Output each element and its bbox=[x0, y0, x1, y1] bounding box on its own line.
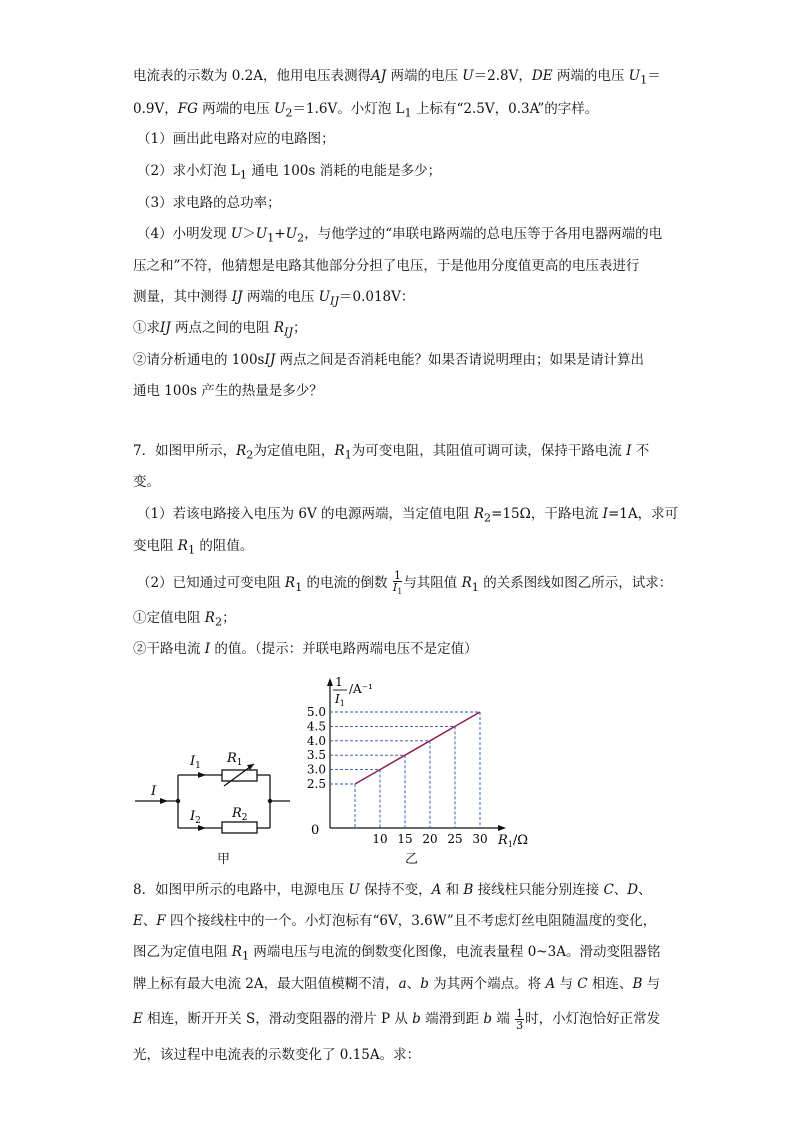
q6-sub-4c: 测量，其中测得 IJ 两端的电压 $U_{IJ}=0.018V$： bbox=[133, 289, 415, 308]
q7-line-5: （2）已知通过可变电阻 $R_1$ 的电流的倒数 $\frac{1}{I_1}$ 与其阻值 $R_1$ 的关系图线如图乙所示，试求： bbox=[137, 569, 673, 597]
q6-circle-2b: 通电 100s 产生的热量是多少？ bbox=[133, 383, 323, 399]
x-label: $R_1/\Omega$ bbox=[498, 833, 529, 849]
y-tick-label: 5.0 bbox=[306, 705, 326, 719]
x-tick-label: 30 bbox=[472, 832, 488, 846]
label-r1: $R_1$ bbox=[227, 751, 243, 768]
y-tick-label: 4.5 bbox=[306, 719, 326, 734]
y-tick-label: 4.0 bbox=[306, 733, 326, 748]
origin-label: 0 bbox=[311, 823, 320, 838]
q6-circle-2a: ②请分析通电的 100sIJ 两点之间是否消耗电能？如果否请说明理由；如果是请计算出 bbox=[133, 352, 645, 368]
resistor-r2 bbox=[222, 822, 257, 833]
q6-line-1: 电流表的示数为 0.2A，他用电压表测得AJ 两端的电压 U＝2.8V，DE 两端的电压 $U_1=$ bbox=[133, 68, 661, 87]
y-label-denominator: $I_1$ bbox=[335, 692, 345, 708]
x-tick-label: 25 bbox=[447, 832, 463, 846]
series-line bbox=[355, 712, 480, 784]
y-tick-label: 2.5 bbox=[306, 777, 326, 791]
q8-line-2: E、F 四个接线柱中的一个。小灯泡标有“6V，3.6W”且不考虑灯丝电阻随温度的变化， bbox=[133, 913, 657, 929]
y-axis-arrow bbox=[327, 678, 333, 686]
q7-line-4: 变电阻 $R_1$ 的阻值。 bbox=[133, 538, 254, 557]
label-i: I bbox=[151, 784, 157, 799]
label-i2: $I_2$ bbox=[190, 809, 201, 826]
resistor-r1 bbox=[222, 770, 257, 781]
q7-line-7: ②干路电流 I 的值。（提示：并联电路两端电压不是定值） bbox=[133, 641, 478, 657]
chart-dash-lines bbox=[330, 712, 480, 828]
q7-line-3: （1）若该电路接入电压为 6V 的电源两端，当定值电阻 $R_2=15\Omega$，干路电流 I=1A，求可 bbox=[137, 506, 679, 525]
x-tick-label: 20 bbox=[422, 832, 438, 846]
q8-line-3: 图乙为定值电阻 $R_1$ 两端电压与电流的倒数变化图像，电流表量程 0~3A。滑动变阻器铭 bbox=[133, 944, 661, 963]
q7-line-6: ①定值电阻 $R_2$； bbox=[133, 610, 236, 629]
q6-circle-1: ①求IJ 两点之间的电阻 $R_{IJ}$； bbox=[133, 320, 307, 339]
q8-line-4: 牌上标有最大电流 2A，最大阻值模糊不清，a、b 为其两个端点。将 A 与 C 相连、B 与 bbox=[133, 976, 661, 992]
label-r2: $R_2$ bbox=[232, 806, 248, 823]
q8-line-1: 8．如图甲所示的电路中，电源电压 U 保持不变，A 和 B 接线柱只能分别连接 C、D、 bbox=[133, 882, 652, 898]
current-arrow bbox=[160, 798, 168, 804]
right-node bbox=[268, 799, 272, 803]
q7-line-1: 7．如图甲所示，$R_2$为定值电阻，$R_1$为可变电阻，其阻值可调可读，保持干路电流 I 不 bbox=[133, 443, 650, 462]
x-tick-label: 15 bbox=[397, 832, 413, 846]
q8-line-6: 光，该过程中电流表的示数变化了 0.15A。求： bbox=[133, 1047, 421, 1063]
q8-fraction: $\frac{1}{3}$ bbox=[516, 1007, 524, 1032]
q6-sub-2: （2）求小灯泡 $L_1$ 通电 100s 消耗的电能是多少； bbox=[137, 163, 442, 182]
chart-x-ticks bbox=[372, 832, 487, 846]
y-tick-label: 3.0 bbox=[306, 762, 326, 777]
y-label-unit: /A⁻¹ bbox=[349, 682, 373, 696]
chart-series bbox=[355, 712, 480, 784]
y-label-numerator: 1 bbox=[335, 675, 343, 689]
x-axis-arrow bbox=[498, 825, 506, 831]
chart-y-ticks bbox=[307, 705, 326, 791]
q6-line-2: 0.9V，FG 两端的电压 $U_2=1.6V$。小灯泡 $L_1$ 上标有“2.5V，0.3A”的字样。 bbox=[133, 101, 599, 120]
circuit-diagram bbox=[130, 740, 300, 870]
label-i1: $I_1$ bbox=[190, 754, 201, 771]
left-node bbox=[176, 799, 180, 803]
q6-sub-4b: 压之和”不符，他猜想是电路其他部分分担了电压，于是他用分度值更高的电压表进行 bbox=[133, 258, 640, 274]
circuit-caption: 甲 bbox=[217, 852, 231, 867]
q6-sub-3: （3）求电路的总功率； bbox=[137, 195, 281, 211]
q6-sub-4a: （4）小明发现 $U>U_1+U_2$，与他学过的“串联电路两端的总电压等于各用电器两端的电 bbox=[137, 226, 663, 245]
branch1-arrow bbox=[198, 772, 206, 778]
q6-sub-1: （1）画出此电路对应的电路图； bbox=[137, 131, 335, 147]
q8-line-5: E 相连，断开开关 S，滑动变阻器的滑片 P 从 b 端滑到距 b 端 $\frac{1}{3}$ 时，小灯泡恰好正常发 bbox=[133, 1007, 661, 1032]
x-tick-label: 10 bbox=[372, 832, 388, 846]
chart-axes bbox=[327, 678, 506, 831]
q7-line-2: 变。 bbox=[133, 474, 160, 490]
chart-caption: 乙 bbox=[405, 852, 419, 867]
chart-inverse-current-vs-r1 bbox=[295, 672, 540, 862]
y-tick-label: 3.5 bbox=[306, 748, 326, 763]
q7-fraction: $\frac{1}{I_1}$ bbox=[392, 569, 403, 597]
